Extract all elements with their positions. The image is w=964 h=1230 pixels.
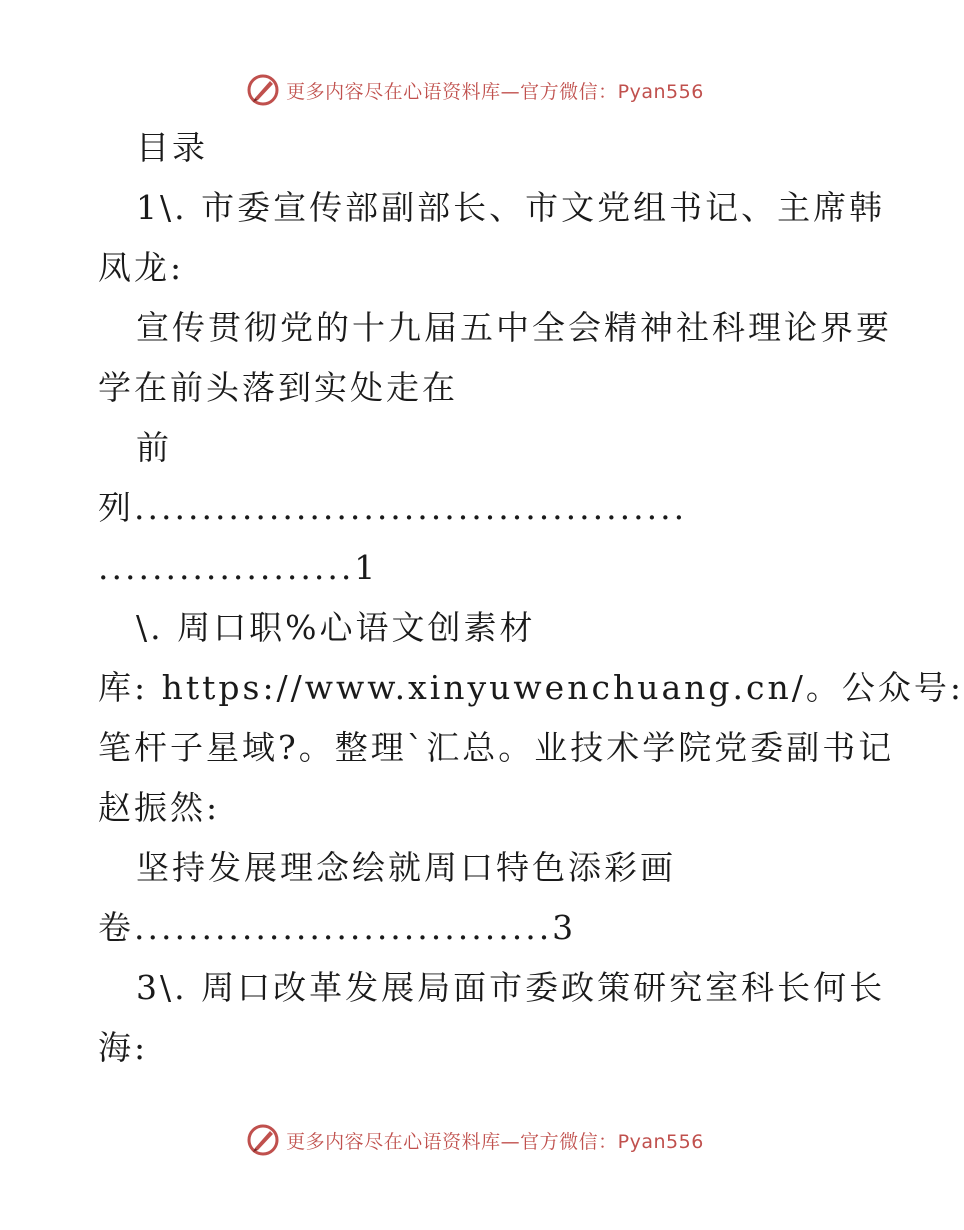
- toc-line: \. 周口职%心语文创素材: [136, 608, 536, 647]
- toc-line: 赵振然:: [98, 788, 221, 827]
- toc-title: 目录: [136, 128, 208, 167]
- table-of-contents: [98, 118, 964, 1078]
- quill-pen-logo-icon: [246, 73, 280, 107]
- footer-banner: [0, 1120, 950, 1160]
- toc-line: 海:: [98, 1028, 149, 1067]
- toc-line: 宣传贯彻党的十九届五中全会精神社科理论界要: [136, 308, 892, 347]
- toc-line: 卷...............................3: [98, 908, 577, 947]
- toc-line: 学在前头落到实处走在: [98, 368, 458, 407]
- toc-line: 前: [136, 428, 172, 467]
- toc-line: 库: https://www.xinyuwenchuang.cn/。公众号:: [98, 668, 964, 707]
- toc-line: ...................1: [98, 548, 379, 587]
- quill-pen-logo-icon: [246, 1123, 280, 1157]
- toc-line: 列.........................................: [98, 488, 688, 527]
- toc-line: 1\. 市委宣传部副部长、市文党组书记、主席韩: [136, 188, 886, 227]
- banner-text: 更多内容尽在心语资料库—官方微信：Pyan556: [286, 1130, 704, 1153]
- toc-line: 3\. 周口改革发展局面市委政策研究室科长何长: [136, 968, 886, 1007]
- toc-line: 坚持发展理念绘就周口特色添彩画: [136, 848, 676, 887]
- toc-entries: [98, 178, 964, 1078]
- toc-line: 凤龙:: [98, 248, 185, 287]
- banner-text: 更多内容尽在心语资料库—官方微信：Pyan556: [286, 80, 704, 103]
- toc-line: 笔杆子星域?。整理`汇总。业技术学院党委副书记: [98, 728, 895, 767]
- header-banner: [0, 70, 950, 110]
